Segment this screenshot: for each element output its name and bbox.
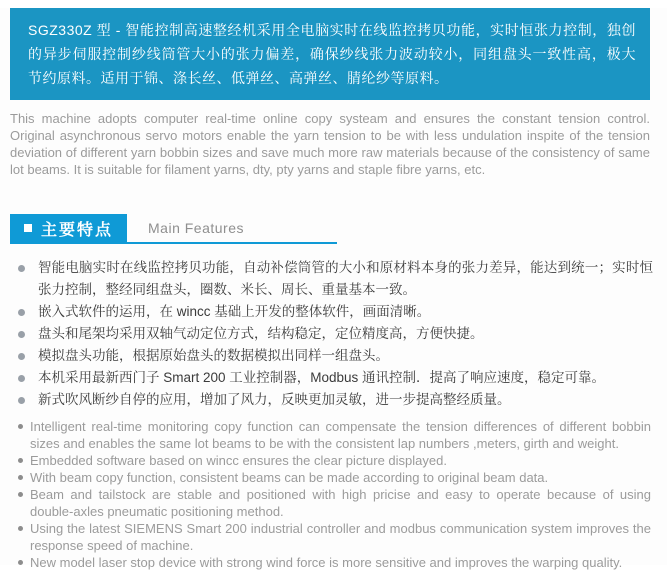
brochure-page xyxy=(0,8,667,570)
feature-text-zh: 模拟盘头功能，根据原始盘头的数据模拟出同样一组盘头。 xyxy=(38,348,389,363)
circle-bullet-icon xyxy=(18,309,25,316)
section-header xyxy=(10,214,337,244)
feature-text-en: With beam copy function, consistent beams can be made according to original beam data. xyxy=(30,470,549,485)
product-banner-text: SGZ330Z 型 - 智能控制高速整经机采用全电脑实时在线监控拷贝功能，实时恒张力控制，独创的异步伺服控制纱线筒管大小的张力偏差，确保纱线张力波动较小，同组盘头一致性高，极大节约原料。适用于锦、涤长丝、低弹丝、高弹丝、腈纶纱等原料。 xyxy=(28,22,636,86)
section-title-zh: 主要特点 xyxy=(41,221,114,239)
square-bullet-icon xyxy=(24,224,32,232)
feature-text-en: Intelligent real-time monitoring copy function can compensate the tension differences of different bobbin sizes and enables the same lot beams to be with the consistent lap numbers ,meters, girth and weight. xyxy=(30,419,651,451)
intro-paragraph-en: This machine adopts computer real-time online copy systeam and ensures the constant tension control. Original asynchronous servo motors enable the yarn tension to be with less undulation inspite of the tension deviation of different yarn bobbin sizes and save much more raw materials because of the consistency of same lot beams. It is suitable for filament yarns, dty, pty yarns and staple fibre yarns, etc. xyxy=(10,111,650,177)
dot-bullet-icon xyxy=(18,560,23,565)
feature-text-en: New model laser stop device with strong wind force is more sensitive and improves the warping quality. xyxy=(30,555,623,570)
feature-text-zh: 嵌入式软件的运用，在 wincc 基础上开发的整体软件，画面清晰。 xyxy=(38,304,431,319)
feature-item-zh xyxy=(10,301,653,323)
circle-bullet-icon xyxy=(18,265,25,272)
feature-text-zh: 盘头和尾架均采用双轴气动定位方式，结构稳定，定位精度高，方便快捷。 xyxy=(38,326,484,341)
feature-text-zh: 新式吹风断纱自停的应用，增加了风力，反映更加灵敏，进一步提高整经质量。 xyxy=(38,392,511,407)
feature-list-zh xyxy=(10,257,653,411)
dot-bullet-icon xyxy=(18,458,23,463)
feature-item-zh xyxy=(10,367,653,389)
circle-bullet-icon xyxy=(18,353,25,360)
feature-item-en xyxy=(10,520,651,554)
product-banner xyxy=(10,8,650,100)
dot-bullet-icon xyxy=(18,475,23,480)
circle-bullet-icon xyxy=(18,397,25,404)
feature-text-en: Using the latest SIEMENS Smart 200 industrial controller and modbus communication system improves the response speed of machine. xyxy=(30,521,651,553)
feature-text-en: Embedded software based on wincc ensures the clear picture displayed. xyxy=(30,453,447,468)
dot-bullet-icon xyxy=(18,492,23,497)
circle-bullet-icon xyxy=(18,375,25,382)
feature-text-zh: 智能电脑实时在线监控拷贝功能，自动补偿筒管的大小和原材料本身的张力差异，能达到统一；实时恒张力控制，整经同组盘头，圈数、米长、周长、重量基本一致。 xyxy=(38,260,653,297)
circle-bullet-icon xyxy=(18,331,25,338)
feature-item-zh xyxy=(10,257,653,301)
feature-item-en xyxy=(10,418,651,452)
feature-item-zh xyxy=(10,345,653,367)
dot-bullet-icon xyxy=(18,424,23,429)
feature-item-en xyxy=(10,469,651,486)
feature-item-zh xyxy=(10,389,653,411)
feature-list-en xyxy=(10,418,651,571)
section-title-zh-box xyxy=(10,214,127,242)
feature-item-en xyxy=(10,452,651,469)
feature-item-zh xyxy=(10,323,653,345)
feature-text-zh: 本机采用最新西门子 Smart 200 工业控制器，Modbus 通讯控制．提高了响应速度，稳定可靠。 xyxy=(38,370,606,385)
feature-item-en xyxy=(10,486,651,520)
dot-bullet-icon xyxy=(18,526,23,531)
feature-text-en: Beam and tailstock are stable and positioned with high pricise and easy to operate because of using double-axles pneumatic positioning method. xyxy=(30,487,651,519)
section-title-en: Main Features xyxy=(148,220,244,236)
